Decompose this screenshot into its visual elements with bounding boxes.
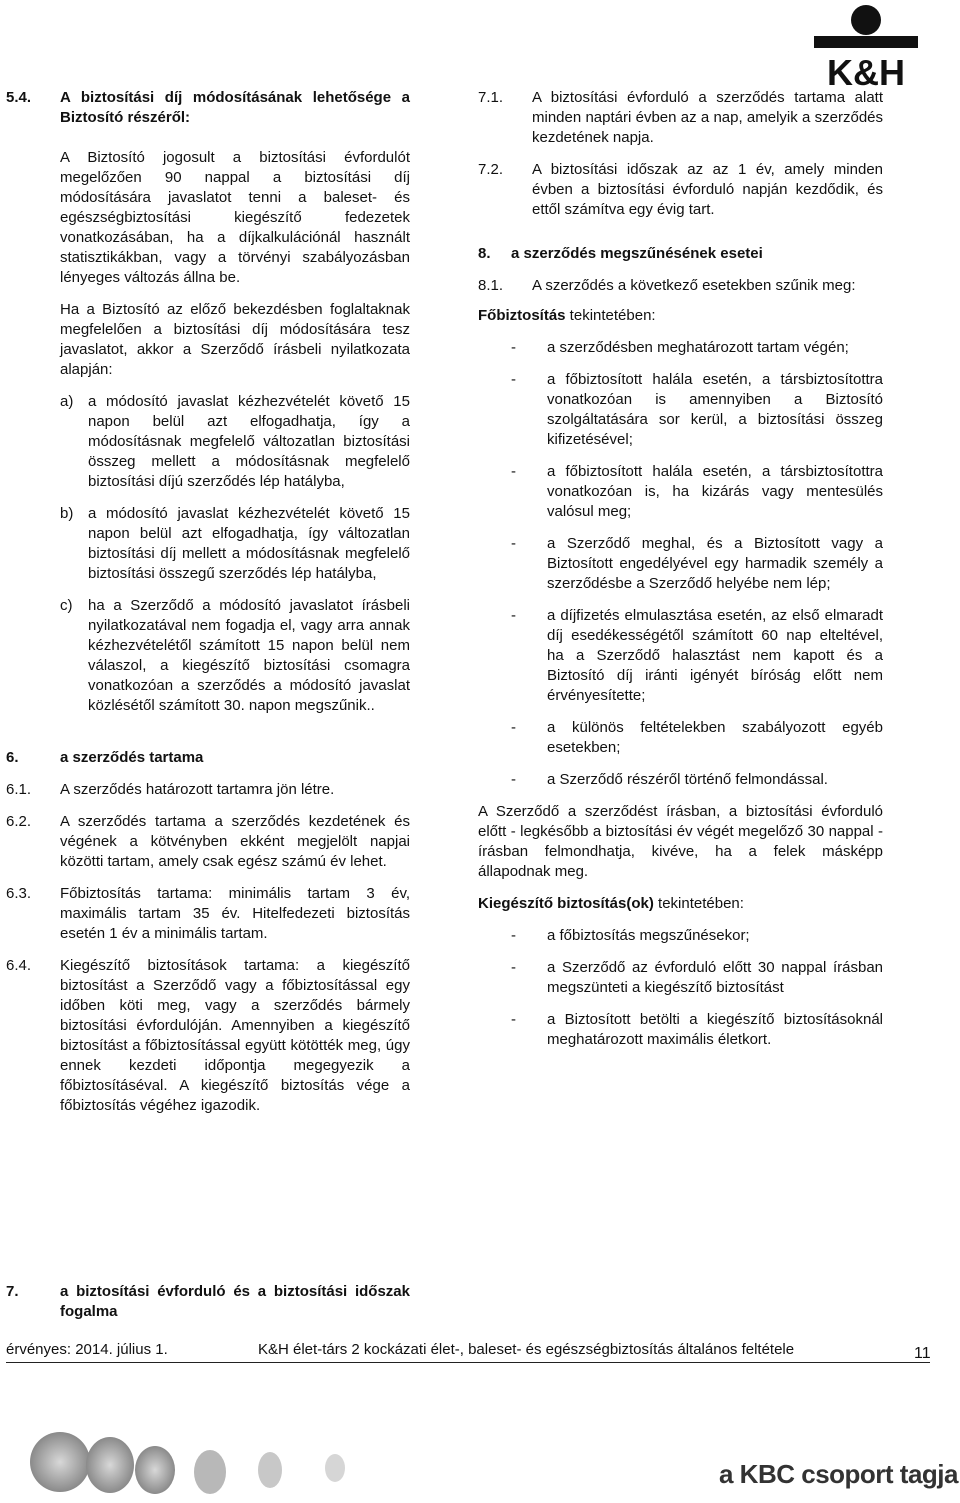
paragraph: Ha a Biztosító az előző bekezdésben foglaltaknak megfelelően a biztosítási díj módosítására tesz javaslatot, akkor a Szerződő írásbeli nyilatkozata alapján: bbox=[60, 301, 410, 378]
clause-text: A biztosítási időszak az az 1 év, amely minden évben a biztosítási évforduló napján kezdődik, és ettől számítva egy évig tart. bbox=[532, 161, 883, 218]
clause-text: A biztosítási évforduló a szerződés tartama alatt minden naptári évben az a nap, amelyik a szerződés kezdetének napja. bbox=[532, 89, 883, 146]
clause-6-1 bbox=[6, 780, 410, 800]
clause-6-4 bbox=[6, 956, 410, 1116]
list-marker: a) bbox=[60, 393, 74, 410]
list-item: - a Szerződő részéről történő felmondással. bbox=[511, 771, 828, 788]
clause-6-2 bbox=[6, 812, 410, 872]
termination-paragraph: A Szerződő a szerződést írásban, a biztosítási évforduló előtt - legkésőbb a biztosítási év végét megelőző 30 nappal - írásban felmondhatja, kivéve, ha a felek másképp állapodnak meg. bbox=[478, 803, 883, 880]
section-title: a szerződés tartama bbox=[60, 749, 204, 766]
clause-8-1 bbox=[478, 276, 883, 296]
supplementary-insurance-label: Kiegészítő biztosítás(ok) tekintetében: bbox=[478, 895, 744, 912]
section-number: 7. bbox=[6, 1283, 19, 1300]
document-title: K&H élet-társ 2 kockázati élet-, baleset- és egészségbiztosítás általános feltétele bbox=[258, 1341, 795, 1358]
list-marker: c) bbox=[60, 597, 73, 614]
list-item: - a szerződésben meghatározott tartam végén; bbox=[511, 339, 849, 356]
clause-number: 6.4. bbox=[6, 957, 32, 974]
section-title: a biztosítási évforduló és a biztosítási időszak fogalma bbox=[60, 1283, 410, 1320]
list-item: - a Biztosított betölti a kiegészítő biztosításoknál meghatározott maximális életkort. bbox=[511, 1011, 883, 1048]
clause-text: Kiegészítő biztosítások tartama: a kiegészítő biztosítást a Szerződő vagy a főbiztosítással egy időben köti meg, vagy a szerződés bármely biztosítási évfordulóján. Amennyiben a kiegészítő biztosítást a főbiztosítással együtt kötötték meg, úgy ennek kezdeti időpontja megegyezik a főbiztosításéval. A kiegészítő biztosítás vége a főbiztosítás végéhez igazodik. bbox=[60, 957, 410, 1114]
section-number: 5.4. bbox=[6, 89, 32, 106]
section-number: 6. bbox=[6, 749, 19, 766]
list-item: - a főbiztosított halála esetén, a társbiztosítottra vonatkozóan is amennyiben a Biztosító szolgáltatására sor kerül, a biztosítási összeg kifizetésével; bbox=[511, 371, 883, 448]
clause-number: 8.1. bbox=[478, 277, 504, 294]
list-text: a módosító javaslat kézhezvételét követő 15 napon belül azt elfogadhatja, így változatlan biztosítási díj mellett a módosításnak megfelelő biztosítási összegű szerződés lép hatályba, bbox=[88, 505, 410, 582]
clause-text: A szerződés határozott tartamra jön létre. bbox=[60, 781, 335, 798]
left-column bbox=[6, 88, 410, 1128]
clause-number: 6.1. bbox=[6, 781, 32, 798]
kbc-banner bbox=[0, 1410, 960, 1503]
section-title: A biztosítási díj módosításának lehetősége a Biztosító részéről: bbox=[60, 89, 410, 126]
section-6-heading bbox=[6, 748, 410, 768]
list-item: - a főbiztosítás megszűnésekor; bbox=[511, 927, 750, 944]
clause-7-1 bbox=[478, 88, 883, 148]
paragraph: A Biztosító jogosult a biztosítási évfordulót megelőzően 90 nappal a biztosítási díj módosítására javaslatot tenni a baleset- és egészségbiztosítási kiegészítő fedezetek vonatkozásában, ha a díjkalkulációnál használt statisztikákban, vagy a törvényi szabályozásban lényeges változás állna be. bbox=[60, 149, 410, 286]
list-item bbox=[60, 596, 410, 716]
section-8-heading bbox=[478, 244, 883, 264]
page-number: 11 bbox=[914, 1345, 931, 1362]
list-text: a módosító javaslat kézhezvételét követő 15 napon belül azt elfogadhatja, így a módosításnak megfelelő változatlan biztosítási összeg mellett a módosításnak megfelelő biztosítási díjú szerződés lép hatályba, bbox=[88, 393, 410, 490]
clause-6-3 bbox=[6, 884, 410, 944]
main-insurance-label: Főbiztosítás tekintetében: bbox=[478, 307, 656, 324]
section-title: a szerződés megszűnésének esetei bbox=[511, 245, 763, 262]
section-number: 8. bbox=[478, 245, 491, 262]
clause-text: Főbiztosítás tartama: minimális tartam 3 év, maximális tartam 35 év. Hitelfedezeti biztosítás esetén 1 év a minimális tartam. bbox=[60, 885, 410, 942]
list-item: - a főbiztosított halála esetén, a társbiztosítottra vonatkozóan is, ha kizárás vagy mentesülés valósul meg; bbox=[511, 463, 883, 520]
page-footer bbox=[6, 1340, 930, 1363]
list-marker: b) bbox=[60, 505, 74, 522]
section-5-4-heading bbox=[6, 88, 410, 128]
clause-7-2 bbox=[478, 160, 883, 220]
list-item: - a Szerződő az évforduló előtt 30 nappal írásban megszünteti a kiegészítő biztosítást bbox=[511, 959, 883, 996]
list-item: - a Szerződő meghal, és a Biztosított vagy a Biztosított engedélyével egy harmadik személy a szerződésbe a Szerződő helyébe nem lép; bbox=[511, 535, 883, 592]
list-item: - a díjfizetés elmulasztása esetén, az első elmaradt díj esedékességétől számított 60 nap elteltével, ha a Szerződő halasztást nem kapott és a Biztosító díj iránti igényét bíróság előtt nem érvényesítette; bbox=[511, 607, 883, 704]
list-item: - a különös feltételekben szabályozott egyéb esetekben; bbox=[511, 719, 883, 756]
list-text: ha a Szerződő a módosító javaslatot írásbeli nyilatkozatával nem fogadja el, vagy arra annak kézhezvételétől számított 15 napon belül nem válaszol, a kiegészítő biztosítási csomagra vonatkozóan a szerződés a módosító javaslat közlésétől számított 30. napon megszűnik.. bbox=[88, 597, 410, 714]
clause-text: A szerződés tartama a szerződés kezdetének és végének a kötvényben ekként megjelölt napjai közötti tartam, amely csak egész számú év lehet. bbox=[60, 813, 410, 870]
kbc-decoration-icon bbox=[0, 1410, 420, 1503]
clause-number: 6.2. bbox=[6, 813, 32, 830]
list-item bbox=[60, 392, 410, 492]
clause-text: A szerződés a következő esetekben szűnik meg: bbox=[532, 277, 856, 294]
clause-number: 7.2. bbox=[478, 161, 504, 178]
section-7-heading bbox=[6, 1282, 410, 1322]
validity-date: érvényes: 2014. július 1. bbox=[6, 1341, 168, 1358]
kh-logo-icon bbox=[810, 2, 922, 88]
logo-text: K&H bbox=[827, 52, 905, 88]
kbc-group-text: a KBC csoport tagja bbox=[719, 1459, 958, 1489]
list-item bbox=[60, 504, 410, 584]
clause-number: 7.1. bbox=[478, 89, 504, 106]
kh-logo bbox=[810, 2, 922, 88]
clause-number: 6.3. bbox=[6, 885, 32, 902]
right-column bbox=[478, 88, 883, 1062]
